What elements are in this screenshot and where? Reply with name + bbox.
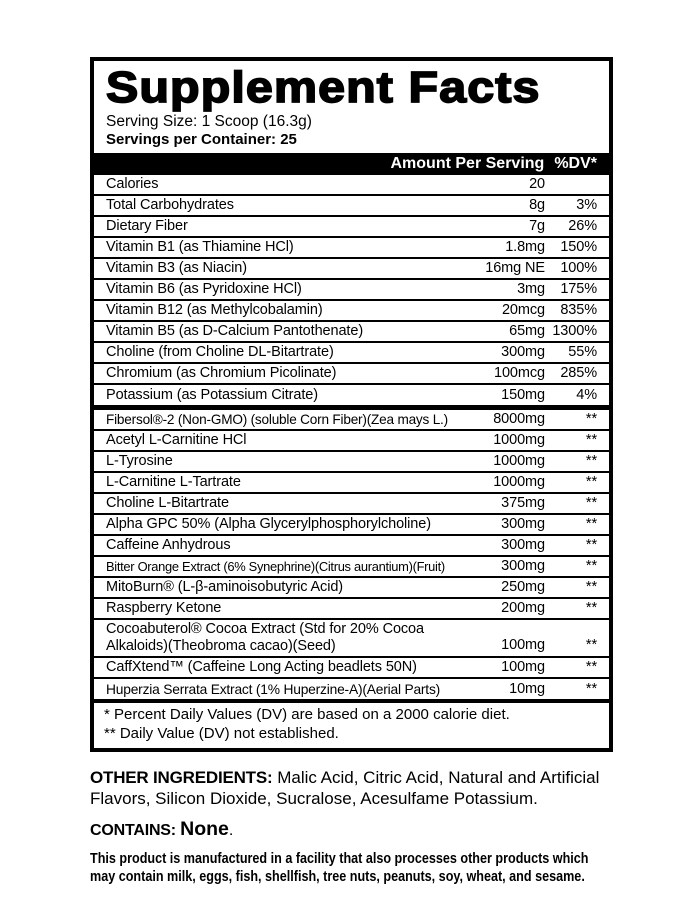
ingredient-dv: ** xyxy=(585,453,597,469)
nutrient-name: Vitamin B12 (as Methylcobalamin) xyxy=(106,302,323,318)
nutrient-dv: 835% xyxy=(560,302,597,318)
ingredient-dv: ** xyxy=(585,411,597,427)
footnote-dv: * Percent Daily Values (DV) are based on a 2000 calorie diet. xyxy=(104,706,510,723)
nutrient-name: Vitamin B3 (as Niacin) xyxy=(106,260,247,276)
other-ingredients xyxy=(90,767,613,809)
ingredient-amount: 375mg xyxy=(501,495,545,511)
nutrient-name: Vitamin B5 (as D-Calcium Pantothenate) xyxy=(106,323,364,339)
contains-period: . xyxy=(228,822,234,839)
nutrient-row xyxy=(94,217,609,238)
nutrient-name: Chromium (as Chromium Picolinate) xyxy=(106,365,337,381)
nutrient-amount: 150mg xyxy=(501,386,545,403)
nutrient-row xyxy=(94,364,609,385)
ingredient-dv: ** xyxy=(585,637,597,653)
ingredient-name: Acetyl L-Carnitine HCl xyxy=(106,432,247,448)
ingredient-row xyxy=(94,599,609,620)
nutrient-row xyxy=(94,259,609,280)
ingredient-row xyxy=(94,494,609,515)
contains-value: None xyxy=(180,818,229,840)
supplement-label xyxy=(90,57,613,886)
nutrient-name: Choline (from Choline DL-Bitartrate) xyxy=(106,344,334,360)
ingredient-dv: ** xyxy=(585,579,597,595)
ingredient-amount: 1000mg xyxy=(493,432,545,448)
nutrient-row xyxy=(94,280,609,301)
nutrient-name: Vitamin B1 (as Thiamine HCl) xyxy=(106,239,294,255)
ingredient-row xyxy=(94,679,609,699)
ingredient-row xyxy=(94,536,609,557)
ingredient-name: Cocoabuterol® Cocoa Extract (Std for 20% Cocoa Alkaloids)(Theobroma cacao)(Seed) xyxy=(106,621,424,654)
ingredients-table xyxy=(94,410,609,699)
ingredient-dv: ** xyxy=(585,495,597,511)
ingredient-amount: 100mg xyxy=(501,659,545,675)
nutrient-amount: 3mg xyxy=(517,281,545,297)
nutrient-row xyxy=(94,175,609,196)
ingredient-row xyxy=(94,578,609,599)
other-ingredients-text: Malic Acid, Citric Acid, Natural and Artificial Flavors, Silicon Dioxide, Sucralose, Acesulfame Potassium. xyxy=(90,768,600,808)
nutrient-dv: 1300% xyxy=(552,323,597,339)
ingredient-name: L-Tyrosine xyxy=(106,453,173,469)
ingredient-row xyxy=(94,410,609,431)
nutrient-name: Calories xyxy=(106,176,159,192)
ingredient-name: CaffXtend™ (Caffeine Long Acting beadlets 50N) xyxy=(106,659,417,675)
ingredient-dv: ** xyxy=(585,474,597,490)
nutrient-row xyxy=(94,301,609,322)
ingredient-amount: 300mg xyxy=(501,516,545,532)
ingredient-name: Choline L-Bitartrate xyxy=(106,495,229,511)
ingredient-dv: ** xyxy=(585,537,597,553)
nutrient-amount: 100mcg xyxy=(494,365,545,381)
nutrient-amount: 16mg NE xyxy=(485,260,545,276)
ingredient-name: Alpha GPC 50% (Alpha Glycerylphosphorylcholine) xyxy=(106,516,431,532)
amount-per-serving-header: Amount Per Serving xyxy=(390,155,545,172)
column-header-bar xyxy=(94,153,609,175)
nutrient-amount: 300mg xyxy=(501,344,545,360)
ingredient-amount: 300mg xyxy=(501,558,545,574)
contains-statement xyxy=(90,818,613,841)
ingredient-row xyxy=(94,431,609,452)
ingredient-row xyxy=(94,473,609,494)
ingredient-dv: ** xyxy=(585,680,597,697)
nutrient-name: Total Carbohydrates xyxy=(106,197,234,213)
nutrient-amount: 65mg xyxy=(509,323,545,339)
ingredient-name: Raspberry Ketone xyxy=(106,600,222,616)
ingredient-amount: 1000mg xyxy=(493,453,545,469)
ingredient-row xyxy=(94,452,609,473)
ingredient-amount: 8000mg xyxy=(493,411,545,427)
ingredient-amount: 300mg xyxy=(501,537,545,553)
ingredient-row xyxy=(94,515,609,536)
nutrients-table xyxy=(94,175,609,405)
nutrient-row xyxy=(94,322,609,343)
footnotes xyxy=(94,699,609,748)
ingredient-name: Bitter Orange Extract (6% Synephrine)(Citrus aurantium)(Fruit) xyxy=(106,559,445,574)
ingredient-row xyxy=(94,557,609,578)
nutrient-name: Dietary Fiber xyxy=(106,218,188,234)
allergen-statement: This product is manufactured in a facility that also processes other products which may contain milk, eggs, fish, shellfish, tree nuts, peanuts, soy, wheat, and sesame. xyxy=(90,850,589,885)
nutrient-row xyxy=(94,196,609,217)
nutrient-dv: 55% xyxy=(568,344,597,360)
ingredient-amount: 200mg xyxy=(501,600,545,616)
below-panel-text xyxy=(90,767,613,886)
ingredient-name: Huperzia Serrata Extract (1% Huperzine-A)(Aerial Parts) xyxy=(106,681,441,697)
nutrient-dv: 100% xyxy=(560,260,597,276)
ingredient-row xyxy=(94,658,609,679)
nutrient-amount: 1.8mg xyxy=(505,239,545,255)
nutrient-name: Vitamin B6 (as Pyridoxine HCl) xyxy=(106,281,302,297)
ingredient-dv: ** xyxy=(585,516,597,532)
dv-header: %DV* xyxy=(554,155,597,172)
footnote-nd: ** Daily Value (DV) not established. xyxy=(104,724,339,742)
nutrient-amount: 7g xyxy=(529,218,545,234)
nutrient-dv: 26% xyxy=(568,218,597,234)
ingredient-name: L-Carnitine L-Tartrate xyxy=(106,474,241,490)
nutrient-amount: 20 xyxy=(529,176,545,192)
nutrient-row xyxy=(94,238,609,259)
contains-label: CONTAINS: xyxy=(90,822,181,839)
ingredient-amount: 250mg xyxy=(501,579,545,595)
ingredient-amount: 100mg xyxy=(501,637,545,653)
ingredient-dv: ** xyxy=(585,600,597,616)
nutrient-amount: 20mcg xyxy=(501,302,545,318)
nutrient-row xyxy=(94,343,609,364)
ingredient-dv: ** xyxy=(585,659,597,675)
nutrient-dv: 3% xyxy=(576,197,597,213)
nutrient-name: Potassium (as Potassium Citrate) xyxy=(106,386,318,403)
ingredient-row xyxy=(94,620,609,658)
other-ingredients-label: OTHER INGREDIENTS: xyxy=(90,768,273,787)
ingredient-name: Caffeine Anhydrous xyxy=(106,537,231,553)
nutrient-dv: 285% xyxy=(560,365,597,381)
nutrient-dv: 150% xyxy=(560,239,597,255)
nutrient-row xyxy=(94,385,609,405)
ingredient-name: MitoBurn® (L-β-aminoisobutyric Acid) xyxy=(106,579,344,595)
ingredient-dv: ** xyxy=(585,432,597,448)
ingredient-amount: 10mg xyxy=(509,680,545,697)
ingredient-name: Fibersol®-2 (Non-GMO) (soluble Corn Fiber)(Zea mays L.) xyxy=(106,412,448,427)
allergen-statement-block xyxy=(90,850,613,886)
supplement-facts-panel xyxy=(90,57,613,752)
panel-title: Supplement Facts xyxy=(106,63,541,112)
ingredient-amount: 1000mg xyxy=(493,474,545,490)
serving-size: Serving Size: 1 Scoop (16.3g) xyxy=(106,113,312,130)
servings-per-container: Servings per Container: 25 xyxy=(106,131,297,148)
nutrient-dv: 175% xyxy=(560,281,597,297)
ingredient-dv: ** xyxy=(585,558,597,574)
nutrient-dv: 4% xyxy=(576,386,597,403)
nutrient-amount: 8g xyxy=(529,197,545,213)
title-block xyxy=(94,61,609,153)
